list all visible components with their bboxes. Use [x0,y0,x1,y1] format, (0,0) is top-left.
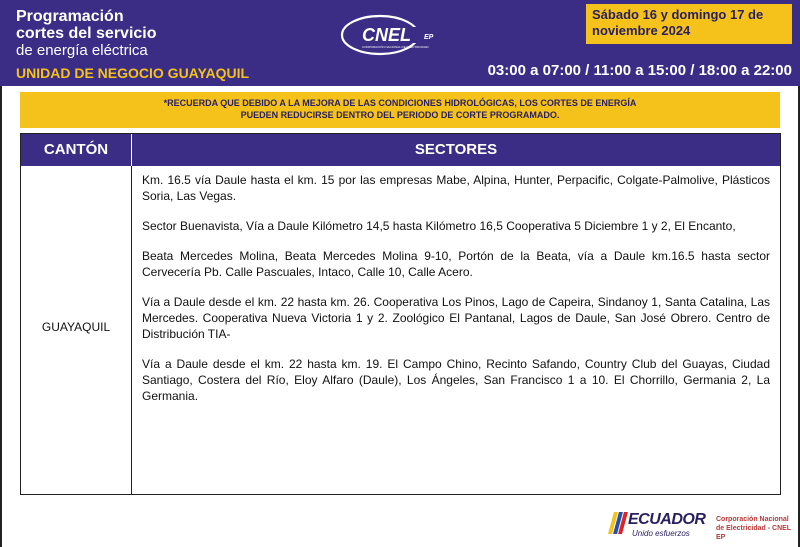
ecuador-brand: ECUADOR [628,511,706,528]
cnel-logo [340,12,460,58]
corp-line-1: Corporación Nacional [716,516,789,523]
corp-line-2: de Electricidad - CNEL EP [716,525,791,541]
notice-banner [20,92,780,128]
left-border [0,86,2,547]
outage-table [20,133,781,495]
ecuador-tagline: Unido esfuerzos [632,529,690,538]
title-line-2: cortes del servicio [16,25,157,42]
sectors-cell [142,172,770,418]
corporation-label [716,515,794,542]
ecuador-flag-icon [610,512,626,534]
page-title [16,8,157,42]
footer-logo [610,508,790,540]
logo-text: CNEL [362,25,411,45]
page-subtitle: de energía eléctrica [16,42,148,59]
canton-cell: GUAYAQUIL [41,320,111,334]
date-badge [586,4,792,44]
business-unit-label: UNIDAD DE NEGOCIO GUAYAQUIL [16,65,250,81]
notice-line-2: PUEDEN REDUCIRSE DENTRO DEL PERIODO DE CORTE PROGRAMADO. [240,110,560,120]
notice-line-1: *RECUERDA QUE DEBIDO A LA MEJORA DE LAS CONDICIONES HIDROLÓGICAS, LOS CORTES DE ENERGÍA [163,98,637,108]
column-header-sectores: SECTORES [414,141,498,158]
schedule-hours: 03:00 a 07:00 / 11:00 a 15:00 / 18:00 a 22:00 [487,62,792,79]
date-line-1: Sábado 16 y domingo 17 de [592,7,764,22]
table-header-row [21,134,780,166]
date-line-2: noviembre 2024 [592,23,691,38]
column-divider [131,166,132,494]
sector-paragraph: Sector Buenavista, Vía a Daule Kilómetro 14,5 hasta Kilómetro 16,5 Cooperativa 5 Diciembre 1 y 2, El Encanto, [142,219,736,233]
logo-caption: CORPORACIÓN NACIONAL DE ELECTRICIDAD [362,45,429,49]
header-banner [0,0,800,86]
sector-paragraph: Beata Mercedes Molina, Beata Mercedes Molina 9-10, Portón de la Beata, vía a Daule km.16.5 hasta sector Cervecería Pb. Calle Pascuales, Intaco, Calle 10, Calle Acero. [142,249,770,279]
sector-paragraph: Vía a Daule desde el km. 22 hasta km. 19. El Campo Chino, Recinto Safando, Country Club del Guayas, Ciudad Santiago, Costera del Río, Eloy Alfaro (Daule), Los Ángeles, San Francisco 1 a 10. El Chorrillo, Germania 2, La Germania. [142,357,770,403]
title-line-1: Programación [16,8,124,25]
logo-ep: EP [424,34,434,41]
sector-paragraph: Km. 16.5 vía Daule hasta el km. 15 por las empresas Mabe, Alpina, Hunter, Perpacific, Colgate-Palmolive, Plásticos Soria, Las Vegas. [142,173,770,203]
sector-paragraph: Vía a Daule desde el km. 22 hasta km. 26. Cooperativa Los Pinos, Lago de Capeira, Sindanoy 1, Santa Catalina, Las Mercedes. Cooperativa Nueva Victoria 1 y 2. Zoológico El Pantanal, Lagos de Daule, San José Obrero. Centro de Distribución TIA- [142,295,770,341]
column-header-canton: CANTÓN [21,134,132,166]
